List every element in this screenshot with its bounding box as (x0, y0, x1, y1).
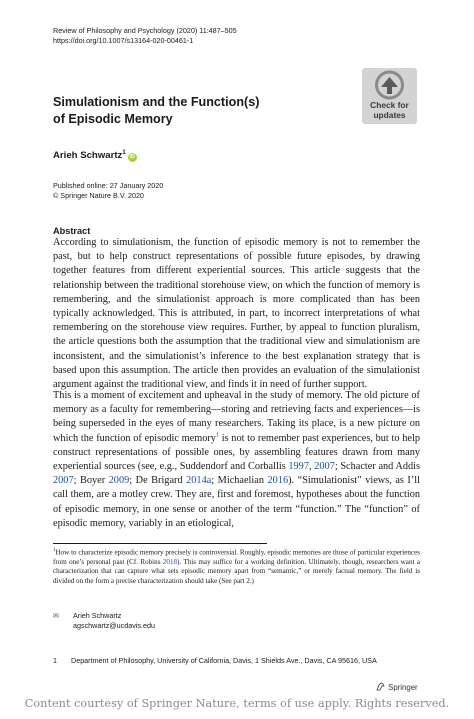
doi-link[interactable]: https://doi.org/10.1007/s13164-020-00461-1 (53, 36, 194, 45)
citation-link[interactable]: 2016 (267, 475, 289, 487)
journal-citation: Review of Philosophy and Psychology (2020) 11:487–505 (53, 26, 237, 35)
check-updates-icon (362, 68, 417, 102)
author-name[interactable]: Arieh Schwartz (53, 150, 123, 162)
affiliation-text: Department of Philosophy, University of California, Davis, 1 Shields Ave., Davis, CA 95616, USA (71, 656, 377, 665)
citation-link[interactable]: 1997 (288, 461, 309, 473)
watermark: Content courtesy of Springer Nature, terms of use apply. Rights reserved. (24, 697, 450, 710)
citation-link[interactable]: 2018 (162, 557, 178, 566)
affiliation (53, 656, 377, 665)
footnote: $^1$How to characterize episodic memory precisely is controversial. Roughly, episodic memories are those of particular experiences from one’s personal past (Cf. Robins 2018). This may suffice for a working definition. Ultimately, though, researchers want a characterization that can capture what sets episodic memory apart from “semantic,” or merely factual memory. The field is divided on the form a precise characterization should take (See part 2.) (53, 548, 420, 585)
springer-logo: Springer (376, 682, 418, 692)
footnote-divider (53, 543, 267, 544)
affiliation-mark: 1 (122, 150, 126, 156)
springer-horse-icon (376, 682, 386, 691)
envelope-icon: ✉ (53, 611, 60, 620)
contact-name: Arieh Schwartz (73, 611, 122, 620)
citation-link[interactable]: 2009 (108, 475, 130, 487)
citation-link[interactable]: 2014a (186, 475, 212, 487)
article-title: Simulationism and the Function(s) of Episodic Memory (53, 95, 260, 126)
contact-email[interactable]: agschwartz@ucdavis.edu (73, 621, 156, 630)
citation-link[interactable]: 2007 (314, 461, 335, 473)
publication-info (53, 181, 163, 200)
abstract-text: According to simulationism, the function of episodic memory is not to remember the past, but to help construct representations of possible future episodes, by drawing together features from different experiential sources. This article suggests that the relationship between the traditional storehouse view, on which the function of memory is remembering, and the simulationist approach is more complicated than has been typically acknowledged. This is attributed, in part, to incorrect interpretations of what remembering on the storehouse view requires. Further, by appeal to function pluralism, the article questions both the assumption that the traditional view and simulationism are inconsistent, and the simulationist’s inference to the best explanation strategy that is based upon this assumption. The article then provides an evaluation of the simulationist argument against the traditional view, and finds it in need of further support. (53, 237, 420, 391)
badge-label: Check for updates (370, 100, 409, 120)
orcid-icon[interactable]: iD (129, 154, 135, 161)
journal-header (53, 26, 237, 46)
check-for-updates-badge[interactable] (362, 68, 417, 124)
published-date: Published online: 27 January 2020 (53, 181, 164, 190)
footnote-number: 1 (53, 548, 56, 553)
citation-link[interactable]: 2007 (53, 475, 74, 487)
author-contact (53, 611, 155, 631)
abstract-heading: Abstract (53, 226, 91, 236)
body-paragraph: This is a moment of excitement and upheaval in the study of memory. The old picture of memory as a faculty for remembering—storing and retrieving facts and experiences—is being superseded in the eyes of many researchers. Taking its place, is a new picture on which the function of episodic memory$^1$ is not to remember past experiences, but to help construct representations of possible ones, by assembling features drawn from many experiential sources (see, e.g., Suddendorf and Corballis 1997, 2007; Schacter and Addis 2007; Boyer 2009; De Brigard 2014a; Michaelian 2016). “Simulationist” views, as I’ll call them, are a motley crew. They are, first and foremost, hypotheses about the function of episodic memory, in one sense or another of the term “function.” The “function” of episodic memory, variably in an etiological, (53, 390, 421, 529)
affiliation-number: 1 (53, 656, 57, 665)
copyright-line: © Springer Nature B.V. 2020 (53, 190, 144, 200)
author-line (53, 150, 137, 162)
footnote-ref[interactable]: 1 (215, 432, 219, 439)
